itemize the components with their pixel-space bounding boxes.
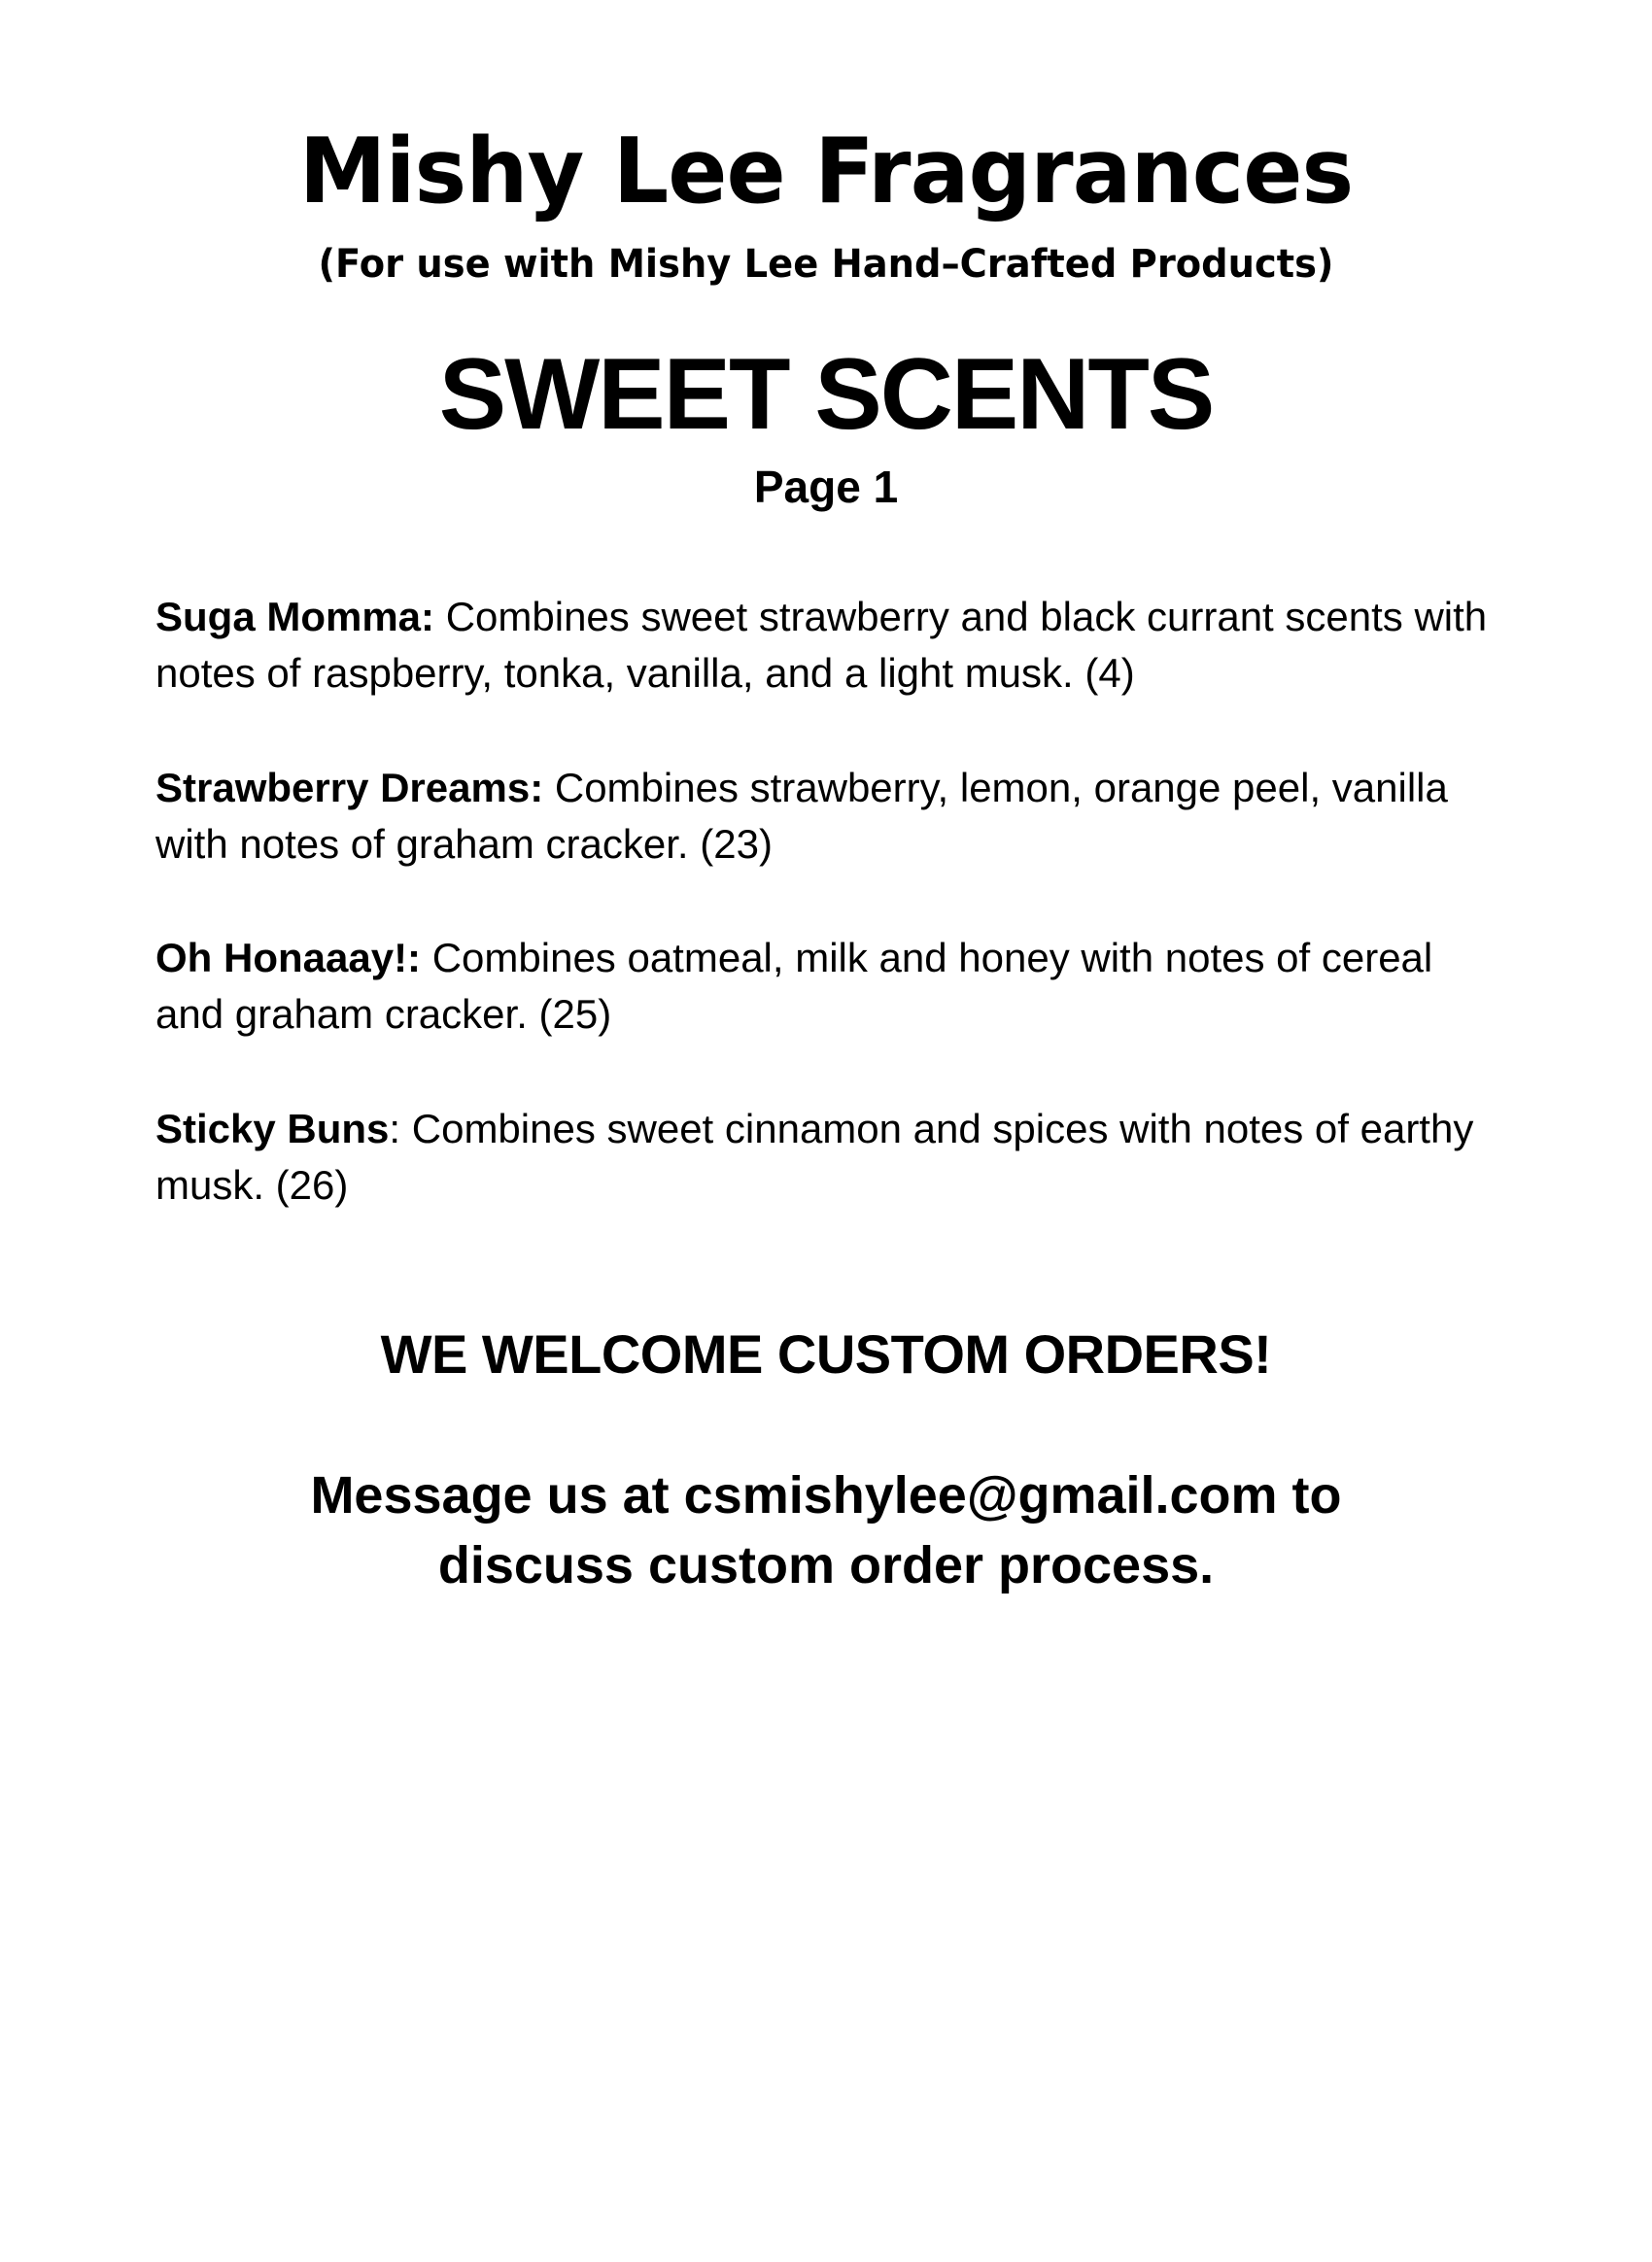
custom-orders-headline: WE WELCOME CUSTOM ORDERS! (380, 1323, 1272, 1386)
list-item (155, 1101, 1497, 1214)
brand-subtitle: (For use with Mishy Lee Hand–Crafted Products) (318, 241, 1334, 287)
fragrance-name: Strawberry Dreams: (155, 764, 544, 810)
page-label: Page 1 (753, 461, 899, 512)
document-page (0, 119, 1652, 2262)
list-item (155, 930, 1497, 1043)
fragrance-description: Combines strawberry, lemon, orange peel, vanilla with notes of graham cracker. (23) (155, 764, 1448, 867)
fragrance-description: Combines sweet strawberry and black currant scents with notes of raspberry, tonka, vanilla, and a light musk. (4) (155, 593, 1488, 696)
contact-message: Message us at csmishylee@gmail.com to discuss custom order process. (310, 1466, 1342, 1594)
section-title: SWEET SCENTS (438, 337, 1214, 451)
fragrance-name: Suga Momma: (155, 593, 435, 639)
fragrance-list (146, 589, 1506, 1215)
fragrance-description: : Combines sweet cinnamon and spices with notes of earthy musk. (26) (155, 1106, 1474, 1209)
fragrance-name: Oh Honaaay!: (155, 935, 422, 981)
brand-title: Mishy Lee Fragrances (298, 119, 1354, 223)
list-item (155, 589, 1497, 702)
list-item (155, 760, 1497, 873)
fragrance-name: Sticky Buns (155, 1106, 390, 1152)
footer (146, 1322, 1506, 1600)
fragrance-description: Combines oatmeal, milk and honey with notes of cereal and graham cracker. (25) (155, 935, 1433, 1038)
